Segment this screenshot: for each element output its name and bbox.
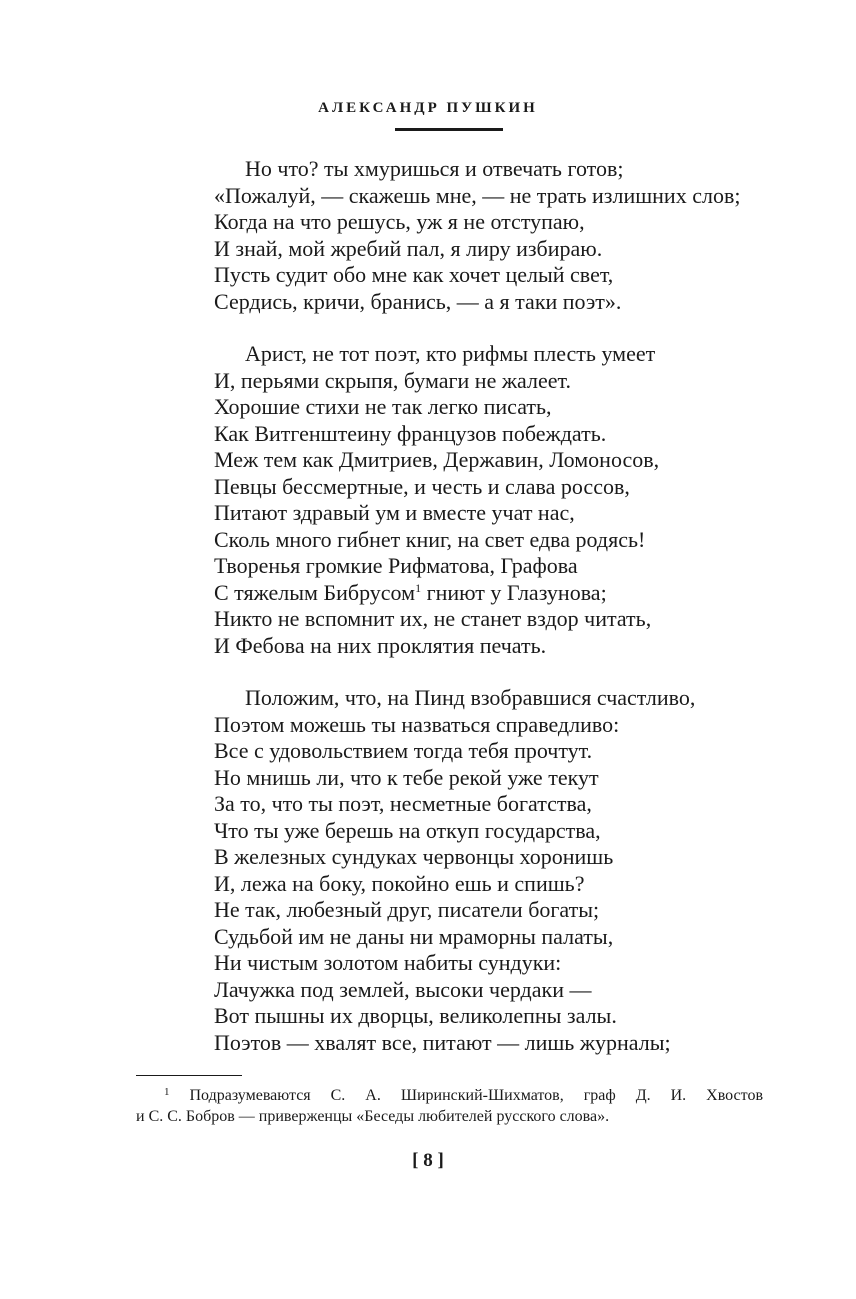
poem-line: Сердись, кричи, бранись, — а я таки поэт». — [214, 288, 622, 314]
stanza-2 — [214, 341, 814, 659]
poem-line: Поэтов — хвалят все, питают — лишь журналы; — [214, 1029, 671, 1055]
poem-line: И знай, мой жребий пал, я лиру избираю. — [214, 235, 603, 261]
poem-line: Хорошие стихи не так легко писать, — [214, 394, 552, 419]
page-number: [ 8 ] — [412, 1150, 444, 1171]
poem-line: И Фебова на них проклятия печать. — [214, 632, 547, 658]
poem-line: Творенья громкие Рифматова, Графова — [214, 553, 578, 578]
poem-line: Положим, что, на Пинд взобравшися счастливо, — [245, 685, 696, 710]
poem-line: И, лежа на боку, покойно ешь и спишь? — [214, 870, 585, 896]
footnote — [136, 1085, 763, 1127]
poem-line: Что ты уже берешь на откуп государства, — [214, 817, 601, 843]
poem-line: И, перьями скрыпя, бумаги не жалеет. — [214, 367, 571, 393]
poem-line: Лачужка под землей, высоки чердаки — — [214, 976, 592, 1002]
poem-line: Но мнишь ли, что к тебе рекой уже текут — [214, 764, 599, 790]
poem-line: Как Витгенштеину французов побеждать. — [214, 420, 607, 446]
footnote-line-1 — [136, 1085, 763, 1106]
poem-line: В железных сундуках червонцы хоронишь — [214, 844, 614, 869]
header-rule — [395, 128, 503, 131]
poem-line: Ни чистым золотом набиты сундуки: — [214, 950, 562, 975]
poem-line-with-footnote — [214, 580, 814, 607]
poem-line: Арист, не тот поэт, кто рифмы плесть умеет — [245, 341, 656, 366]
stanza-3 — [214, 685, 814, 1056]
poem-line: За то, что ты поэт, несметные богатства, — [214, 791, 592, 816]
poem-body — [214, 156, 814, 1082]
poem-line: Когда на что решусь, уж я не отступаю, — [214, 209, 585, 234]
poem-line: Никто не вспомнит их, не станет вздор читать, — [214, 606, 652, 631]
poem-line: Не так, любезный друг, писатели богаты; — [214, 897, 600, 922]
footnote-text-2: и С. С. Бобров — приверженцы «Беседы любителей русского слова». — [136, 1108, 610, 1125]
poem-line: Все с удовольствием тогда тебя прочтут. — [214, 738, 593, 763]
poem-line-part: С тяжелым Бибрусом — [214, 579, 416, 605]
poem-line: Вот пышны их дворцы, великолепны залы. — [214, 1003, 617, 1028]
poem-line: Меж тем как Дмитриев, Державин, Ломоносов, — [214, 447, 660, 472]
poem-line: Певцы бессмертные, и честь и слава россов, — [214, 473, 630, 499]
poem-line: Судьбой им не даны ни мраморны палаты, — [214, 923, 614, 949]
poem-line: Но что? ты хмуришься и отвечать готов; — [245, 156, 624, 181]
poem-line: Питают здравый ум и вместе учат нас, — [214, 500, 575, 525]
footnote-number: 1 — [164, 1086, 170, 1098]
poem-line-part: гниют у Глазунова; — [421, 579, 607, 605]
stanza-1 — [214, 156, 814, 315]
footnote-separator — [136, 1075, 242, 1076]
poem-line: Поэтом можешь ты назваться справедливо: — [214, 711, 620, 737]
poem-line: «Пожалуй, — скажешь мне, — не трать излишних слов; — [214, 182, 741, 208]
footnote-text-1: Подразумеваются С. А. Ширинский-Шихматов, граф Д. И. Хвостов — [189, 1087, 763, 1104]
poem-line: Сколь много гибнет книг, на свет едва родясь! — [214, 526, 646, 552]
running-header: АЛЕКСАНДР ПУШКИН — [318, 100, 538, 116]
footnote-reference[interactable]: 1 — [415, 580, 422, 595]
poem-line: Пусть судит обо мне как хочет целый свет, — [214, 262, 614, 287]
